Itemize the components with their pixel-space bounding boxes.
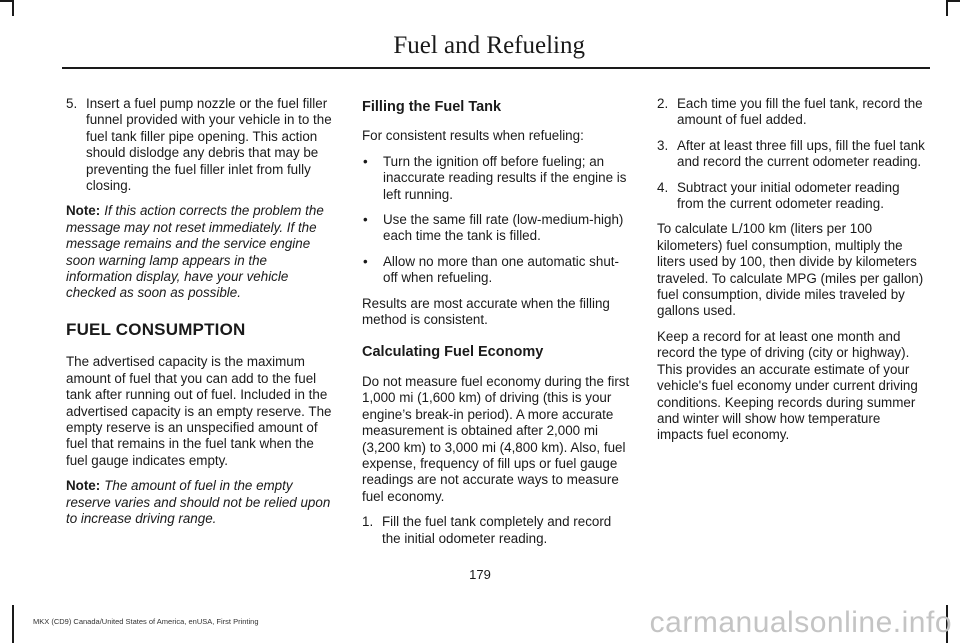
calc-paragraph: Do not measure fuel economy during the first 1,000 mi (1,600 km) of driving (this is your engine’s break-in period). A more accurate measurement is obtained after 2,000 mi (3,200 km) to 3,000 mi (4,800 km). Also, fuel expense, frequency of fill ups or fuel gauge readings are not accurate ways to measure fuel economy. [362,373,630,504]
capacity-paragraph: The advertised capacity is the maximum amount of fuel that you can add to the fuel tank after running out of fuel. Included in the advertised capacity is an empty reserve. The empty reserve is an unspecified amount of fuel that remains in the fuel tank when the fuel gauge indicates empty. [66,354,332,468]
step-1 [362,514,632,547]
crop-mark-top-right-vertical [946,0,948,16]
note-paragraph [66,478,336,527]
results-paragraph: Results are most accurate when the filling method is consistent. [362,295,610,328]
bullet-text: Use the same fill rate (low-medium-high) each time the tank is filled. [383,212,624,244]
step-text: Each time you fill the fuel tank, record the amount of fuel added. [677,96,923,128]
step-number: 4. [657,179,669,195]
page-number: 179 [469,567,491,582]
bullet-item [362,154,632,203]
step-2 [657,96,929,129]
step-number: 5. [66,96,78,111]
bullet-item [362,254,632,287]
step-5 [66,96,336,194]
note-paragraph [66,203,336,301]
section-heading: FUEL CONSUMPTION [66,319,246,339]
watermark: carmanualsonline.info [649,606,952,639]
step-number: 3. [657,137,669,153]
left-column [66,96,336,536]
step-text: Insert a fuel pump nozzle or the fuel filler funnel provided with your vehicle in to the fuel tank filler pipe opening. This action should dislodge any debris that may be preventing the fuel filler inlet from fully closing. [86,96,332,194]
bullet-glyph: • [363,212,368,228]
header-rule [62,67,930,69]
step-text: Subtract your initial odometer reading from the current odometer reading. [677,179,900,212]
note-text: The amount of fuel in the empty reserve varies and should not be relied upon to increase driving range. [66,478,331,526]
middle-column [362,99,632,556]
step-text: After at least three fill ups, fill the fuel tank and record the current odometer reading. [677,137,925,170]
page-title: Fuel and Refueling [393,32,585,59]
step-number: 2. [657,96,669,111]
subheading-filling: Filling the Fuel Tank [362,99,502,115]
bullet-item [362,212,632,245]
step-4 [657,180,929,213]
right-column [657,96,929,453]
step-text: Fill the fuel tank completely and record the initial odometer reading. [382,514,612,546]
printing-info: MKX (CD9) Canada/United States of America, enUSA, First Printing [33,617,259,626]
crop-mark-bottom-left [12,605,14,643]
bullet-text: Allow no more than one automatic shut-off when refueling. [383,253,619,286]
step-number: 1. [362,514,374,530]
note-label: Note: [66,203,101,219]
note-text: If this action corrects the problem the message may not reset immediately. If the message remains and the service engine soon warning lamp appears in the information display, have your vehicle checked as soon as possible. [66,203,324,301]
crop-mark-top-right [946,0,960,2]
intro-text: For consistent results when refueling: [362,128,584,144]
bullet-glyph: • [363,253,368,269]
bullet-glyph: • [363,153,368,169]
subheading-calculating: Calculating Fuel Economy [362,344,544,361]
bullet-text: Turn the ignition off before fueling; an inaccurate reading results if the engine is left running. [383,153,627,202]
record-paragraph: Keep a record for at least one month and record the type of driving (city or highway). This provides an accurate estimate of your vehicle's fuel economy under current driving conditions. Keeping records during summer and winter will show how temperature impacts fuel economy. [657,328,918,443]
note-label: Note: [66,478,101,494]
step-3 [657,138,929,171]
consumption-calc-paragraph: To calculate L/100 km (liters per 100 kilometers) fuel consumption, multiply the liters used by 100, then divide by kilometers traveled. To calculate MPG (miles per gallon) fuel consumption, divide miles traveled by gallons used. [657,221,924,319]
crop-mark-top-left-vertical [12,0,14,16]
